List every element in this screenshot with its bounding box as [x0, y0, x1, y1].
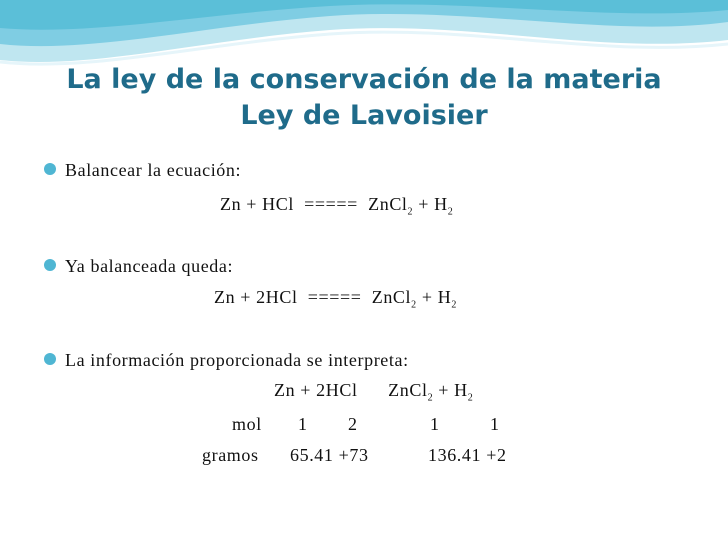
- eq-reactants: Zn + HCl: [220, 194, 294, 214]
- eq-subscript: 2: [467, 392, 474, 404]
- eq-subscript: 2: [427, 392, 434, 404]
- bullet-dot-icon: [44, 163, 56, 175]
- mol-value: 1: [430, 414, 440, 434]
- bullet-label: Ya balanceada queda:: [65, 256, 234, 276]
- eq-product-zncl: ZnCl: [368, 194, 408, 214]
- bullet-dot-icon: [44, 353, 56, 365]
- equation-unbalanced: [220, 194, 453, 218]
- eq-subscript: 2: [411, 299, 417, 311]
- eq-subscript: 2: [447, 206, 454, 218]
- eq-reactants: Zn + 2HCl: [274, 380, 358, 400]
- equation-balanced: [214, 287, 457, 311]
- mol-value: 1: [490, 414, 500, 434]
- eq-subscript: 2: [451, 299, 457, 311]
- slide-title: [0, 62, 728, 134]
- gramos-label: gramos: [202, 445, 259, 465]
- bullet-item: [44, 350, 409, 371]
- equation-interpreted: [274, 380, 473, 404]
- eq-product-zncl: ZnCl: [388, 380, 428, 400]
- bullet-label: La información proporcionada se interpreta:: [65, 350, 409, 370]
- eq-subscript: 2: [407, 206, 414, 218]
- mol-value: 2: [348, 414, 358, 434]
- eq-arrow: =====: [304, 194, 358, 214]
- title-line-2: Ley de Lavoisier: [240, 100, 488, 131]
- eq-product-h: + H: [438, 380, 468, 400]
- bullet-dot-icon: [44, 259, 56, 271]
- mol-value: 1: [298, 414, 308, 434]
- eq-arrow: =====: [307, 287, 362, 307]
- gramos-reactants: 65.41 +73: [290, 445, 369, 465]
- title-line-1: La ley de la conservación de la materia: [66, 64, 662, 95]
- bullet-item: [44, 160, 241, 181]
- eq-product-h: + H: [418, 194, 448, 214]
- eq-reactants: Zn + 2HCl: [214, 287, 298, 307]
- gramos-products: 136.41 +2: [428, 445, 507, 465]
- bullet-item: [44, 256, 233, 277]
- eq-product-zncl: ZnCl: [371, 287, 412, 307]
- bullet-label: Balancear la ecuación:: [65, 160, 242, 180]
- eq-product-h: + H: [421, 287, 452, 307]
- mol-label: mol: [232, 414, 262, 434]
